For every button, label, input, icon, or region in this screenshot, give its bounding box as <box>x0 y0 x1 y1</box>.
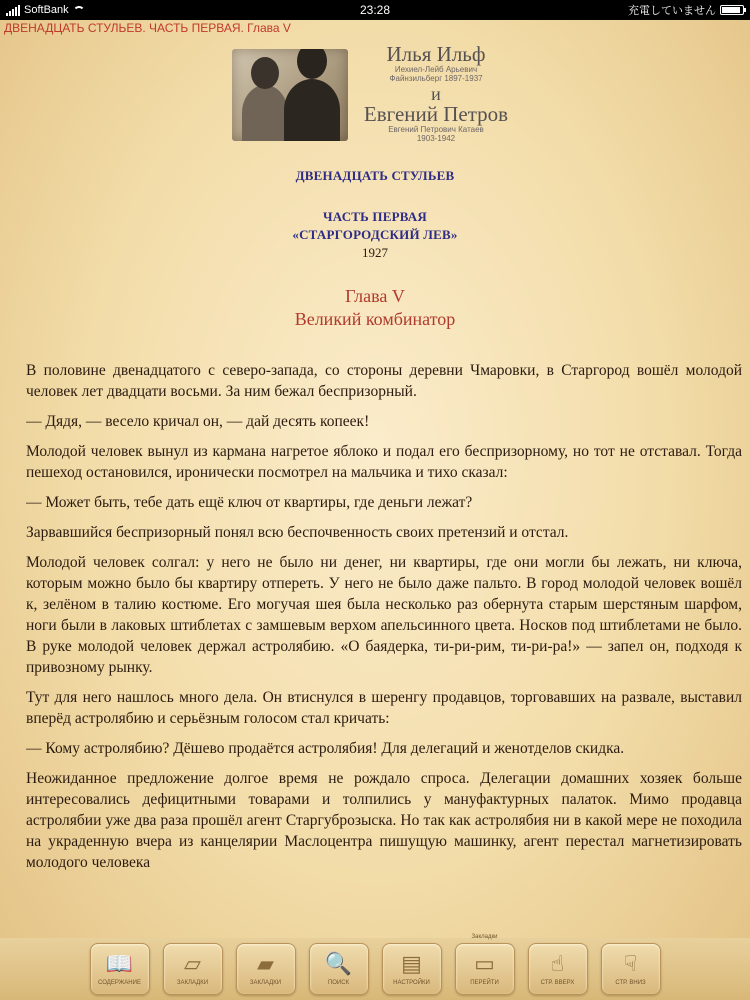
part-subtitle: «СТАРГОРОДСКИЙ ЛЕВ» <box>292 227 458 242</box>
book-title: ДВЕНАДЦАТЬ СТУЛЬЕВ <box>295 168 455 183</box>
signal-icon <box>6 5 20 16</box>
search-icon: 🔍 <box>324 952 353 977</box>
bottom-toolbar <box>0 934 750 1000</box>
wifi-icon <box>73 6 85 15</box>
author2-dates: 1903-1942 <box>416 134 456 143</box>
chapter-number: Глава V <box>345 286 405 306</box>
contents-button[interactable]: 📖 СОДЕРЖАНИЕ <box>90 943 150 995</box>
authors-and: и <box>431 84 441 104</box>
carrier-label: SoftBank <box>24 4 69 16</box>
authors-block <box>232 44 522 154</box>
hand-down-icon: ☟ <box>623 952 638 977</box>
author2-realname: Евгений Петрович Катаев <box>388 125 484 134</box>
author1-dates: Файнзильберг 1897-1937 <box>389 74 483 83</box>
paragraph: — Дядя, — весело кричал он, — дай десять копеек! <box>26 413 370 430</box>
charging-status: 充電していません <box>628 5 716 17</box>
year: 1927 <box>362 245 388 260</box>
battery-icon <box>720 5 744 15</box>
hand-up-icon: ☝ <box>550 952 565 977</box>
book-icon: 📖 <box>105 952 134 977</box>
add-bookmark-button[interactable]: ▱ ЗАКЛАДКИ <box>163 943 223 995</box>
paragraph: — Может быть, тебе дать ещё ключ от квартиры, где деньги лежат? <box>26 494 473 511</box>
author1-realname: Иехиел-Лейб Арьевич <box>394 65 478 74</box>
settings-icon: ▤ <box>401 952 422 977</box>
paragraph: — Кому астролябию? Дёшево продаётся астролябия! Для делегаций и женотделов скидка. <box>26 740 625 757</box>
goto-page-button[interactable]: Закладки ▭ ПЕРЕЙТИ <box>455 943 515 995</box>
page-turn-icon: ▭ <box>474 952 495 977</box>
paragraph: Молодой человек солгал: у него не было ни денег, ни квартиры, где они могли бы лежать, ни ключа, которым можно было бы квартиру отпереть. У него не было даже пальто. В город молодой человек вошёл к, зелёном в талию костюме. Его могучая шея была несколько раз обернута старым шерстяным шарфом, ноги были в лаковых штиблетах с замшевым верхом апельсинного цвета. Носков под штиблетами не было. В руке молодой человек держал астролябию. «О баядерка, ти-ри-рим, ти-ри-ра!» — запел он, подходя к привозному рынку. <box>26 554 742 676</box>
bookmarks-icon: ▰ <box>257 952 274 977</box>
paragraph: Тут для него нашлось много дела. Он втиснулся в шеренгу продавцов, торговавших на развале, выставил вперёд астролябию и серьёзным голосом стал кричать: <box>26 689 742 727</box>
search-button[interactable]: 🔍 ПОИСК <box>309 943 369 995</box>
bookmarks-button[interactable]: ▰ ЗАКЛАДКИ <box>236 943 296 995</box>
authors-photo <box>232 49 348 141</box>
chapter-title: Великий комбинатор <box>294 309 456 329</box>
bookmarks-extra-label: Закладки <box>471 934 498 940</box>
status-bar <box>0 0 750 20</box>
bookmark-add-icon: ▱ <box>184 952 201 977</box>
paragraph: Молодой человек вынул из кармана нагретое яблоко и подал его беспризорному, но тот не отставал. Тогда пешеход остановился, иронически посмотрел на мальчика и тихо сказал: <box>26 443 742 481</box>
chapter-header: ДВЕНАДЦАТЬ СТУЛЬЕВ. ЧАСТЬ ПЕРВАЯ. Глава V <box>4 21 291 35</box>
author2-name: Евгений Петров <box>363 102 509 126</box>
book-text[interactable] <box>26 360 742 940</box>
paragraph: Неожиданное предложение долгое время не рождало спроса. Делегации домашних хозяек больше интересовались дефицитными товарами и толпились у мануфактурных палаток. Мимо продавца астролябии уже два раза прошёл агент Старгуброзыска. Но так как астролябия ни в какой мере не походила на украденную вчера из канцелярии Маслоцентра пишущую машинку, агент перестал магнетизировать молодого человека <box>26 770 742 871</box>
page-down-button[interactable]: ☟ СТР. ВНИЗ <box>601 943 661 995</box>
page-up-button[interactable]: ☝ СТР. ВВЕРХ <box>528 943 588 995</box>
paragraph: Зарвавшийся беспризорный понял всю беспочвенность своих претензий и отстал. <box>26 524 569 541</box>
clock: 23:28 <box>359 3 391 17</box>
paragraph: В половине двенадцатого с северо-запада, со стороны деревни Чмаровки, в Старгород вошёл молодой человек лет двадцати восьми. За ним бежал беспризорный. <box>26 362 742 400</box>
settings-button[interactable]: ▤ НАСТРОЙКИ <box>382 943 442 995</box>
author1-name: Илья Ильф <box>386 42 486 66</box>
part-title: ЧАСТЬ ПЕРВАЯ <box>323 209 427 224</box>
